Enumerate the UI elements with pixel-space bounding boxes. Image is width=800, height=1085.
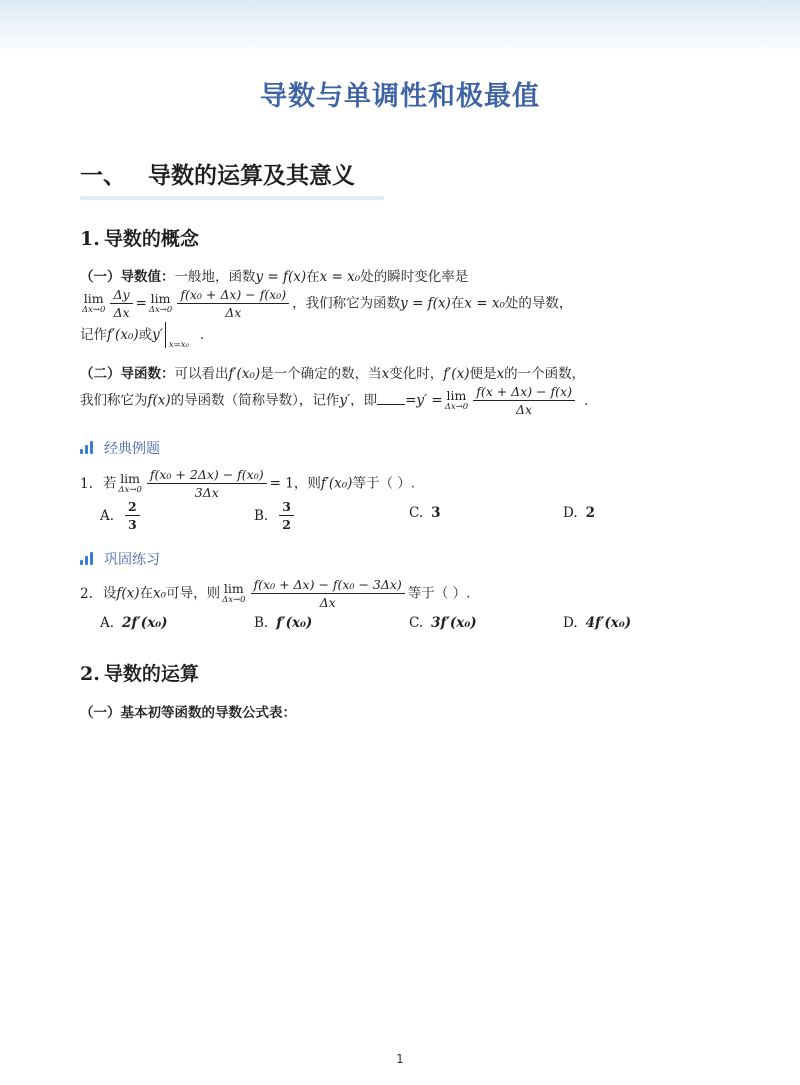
text: 在 — [306, 269, 320, 285]
option-value: 2 — [585, 505, 596, 521]
option-label: D. — [563, 505, 578, 521]
text: 在 — [139, 585, 154, 602]
question-1 — [80, 467, 415, 500]
option-d[interactable] — [563, 615, 631, 631]
fraction — [110, 287, 132, 320]
subsection-number: 1. — [80, 228, 100, 250]
text: 记作 — [80, 327, 107, 343]
math: =y′ = — [405, 392, 443, 409]
tag-label: 经典例题 — [104, 441, 160, 457]
math: y′ — [152, 327, 163, 343]
lim-sub: Δx→0 — [148, 304, 173, 315]
math: x — [496, 366, 505, 382]
option-value: 3f′(x₀) — [431, 615, 477, 631]
lim-sub: Δx→0 — [444, 401, 469, 412]
section-heading — [80, 157, 355, 190]
math: f(x) — [147, 392, 171, 409]
lim-word: lim — [446, 388, 467, 404]
derivative-function-line-1 — [80, 362, 585, 382]
text: 我们称它为 — [80, 392, 148, 409]
subsection-heading-1 — [80, 224, 199, 251]
lim-word: lim — [150, 291, 171, 307]
text: . — [199, 327, 205, 343]
denominator: 2 — [279, 515, 294, 532]
subsection-title: 导数的运算 — [103, 663, 199, 685]
denominator: Δx — [473, 400, 575, 417]
text: . — [583, 392, 589, 409]
text: ，即 — [350, 392, 378, 409]
bar-chart-icon — [80, 552, 96, 565]
question-2 — [80, 577, 470, 610]
equals-sign: = — [135, 295, 147, 312]
text: 变化时， — [389, 366, 444, 382]
fraction — [147, 467, 267, 500]
formula-table-heading: （一）基本初等函数的导数公式表： — [80, 705, 296, 721]
text: 可导，则 — [166, 585, 221, 602]
math: x₀ — [153, 585, 167, 602]
text: ，则 — [293, 475, 321, 492]
option-value: 2f′(x₀) — [122, 615, 168, 631]
option-a[interactable] — [100, 499, 143, 532]
bar-chart-icon — [80, 441, 96, 454]
fill-blank — [377, 404, 405, 405]
math: f′(x₀) — [107, 327, 139, 343]
math: x = x₀ — [464, 295, 505, 312]
denominator: 3Δx — [147, 483, 267, 500]
math: x — [381, 366, 390, 382]
fraction — [251, 577, 405, 610]
numerator: f(x₀ + 2Δx) − f(x₀) — [149, 467, 264, 482]
math: f(x) — [116, 585, 140, 602]
text: 是一个确定的数，当 — [260, 366, 382, 382]
option-value: f′(x₀) — [276, 615, 313, 631]
section-title: 导数的运算及其意义 — [148, 163, 355, 189]
math: y = f(x) — [400, 295, 451, 312]
limit-operator — [118, 472, 141, 494]
text: 的一个函数， — [504, 366, 586, 382]
option-label: B. — [254, 615, 269, 631]
text: 处的导数， — [504, 295, 573, 312]
numerator: 2 — [128, 499, 137, 514]
option-b[interactable] — [254, 615, 312, 631]
subsection-number: 2. — [80, 663, 100, 685]
numerator: 3 — [282, 499, 291, 514]
derivative-value-line-3 — [80, 322, 204, 348]
option-b[interactable] — [254, 499, 297, 532]
fraction — [473, 384, 575, 417]
subsection-heading-2 — [80, 659, 199, 686]
text: 或 — [138, 327, 153, 343]
lim-sub: Δx→0 — [222, 594, 246, 605]
header-band — [0, 0, 800, 58]
option-label: B. — [254, 507, 269, 524]
option-label: A. — [100, 507, 115, 524]
option-c[interactable] — [409, 505, 441, 521]
section-number: 一、 — [80, 163, 126, 189]
examples-tag — [80, 438, 160, 458]
math: = 1 — [269, 475, 294, 492]
math: f′(x₀) — [228, 366, 261, 382]
denominator: Δx — [251, 593, 405, 610]
derivative-function-line-2 — [80, 384, 588, 417]
paragraph-tag: （一）导数值： — [80, 269, 175, 285]
option-label: C. — [409, 505, 424, 521]
fraction — [279, 499, 294, 532]
text: 在 — [450, 295, 465, 312]
option-value: 3 — [431, 505, 441, 521]
denominator: Δx — [110, 303, 132, 320]
option-c[interactable] — [409, 615, 477, 631]
numerator: Δy — [113, 287, 130, 302]
numerator: f(x₀ + Δx) − f(x₀) — [180, 287, 287, 302]
derivative-value-line-1 — [80, 265, 468, 285]
option-a[interactable] — [100, 615, 168, 631]
numerator: f(x₀ + Δx) − f(x₀ − 3Δx) — [253, 577, 402, 592]
math: y′ — [339, 392, 351, 409]
limit-operator — [445, 389, 468, 411]
denominator: 3 — [125, 515, 140, 532]
tag-label: 巩固练习 — [104, 552, 160, 568]
subsection-title: 导数的概念 — [103, 228, 199, 250]
text: 处的瞬时变化率是 — [360, 269, 469, 285]
text: 等于（ ）. — [352, 475, 416, 492]
text: 若 — [102, 475, 117, 492]
math: x = x₀ — [319, 269, 361, 285]
math: f′(x) — [443, 366, 470, 382]
text: 一般地，函数 — [174, 269, 256, 285]
limit-operator — [82, 292, 105, 314]
fraction — [177, 287, 289, 320]
numerator: f(x + Δx) − f(x) — [476, 384, 572, 399]
evaluation-point: x=x₀ — [168, 340, 189, 350]
fraction — [125, 499, 140, 532]
option-label: C. — [409, 615, 424, 631]
option-d[interactable] — [563, 505, 595, 521]
math: f′(x₀) — [320, 475, 353, 492]
section-underline — [80, 196, 384, 200]
evaluation-bar — [165, 322, 196, 348]
text: 设 — [102, 585, 117, 602]
text: 等于（ ）. — [407, 585, 471, 602]
text: 便是 — [469, 366, 497, 382]
page-number: 1 — [396, 1052, 404, 1066]
lim-word: lim — [83, 291, 104, 307]
option-value: 4f′(x₀) — [585, 615, 632, 631]
option-label: A. — [100, 615, 115, 631]
limit-operator — [222, 582, 245, 604]
math: y = f(x) — [255, 269, 307, 285]
lim-word: lim — [120, 471, 141, 487]
option-label: D. — [563, 615, 578, 631]
lim-sub: Δx→0 — [118, 484, 142, 495]
denominator: Δx — [177, 303, 289, 320]
text: 可以看出 — [174, 366, 229, 382]
question-number: 2. — [80, 585, 93, 602]
lim-sub: Δx→0 — [82, 304, 106, 315]
paragraph-tag: （二）导函数： — [80, 366, 175, 382]
limit-operator — [149, 292, 172, 314]
document-title: 导数与单调性和极最值 — [260, 81, 540, 112]
text: ，我们称它为函数 — [292, 295, 401, 312]
practice-tag — [80, 549, 160, 569]
question-number: 1. — [80, 475, 93, 492]
lim-word: lim — [223, 581, 244, 597]
text: 的导函数（简称导数），记作 — [170, 392, 340, 409]
derivative-value-line-2 — [80, 287, 572, 320]
